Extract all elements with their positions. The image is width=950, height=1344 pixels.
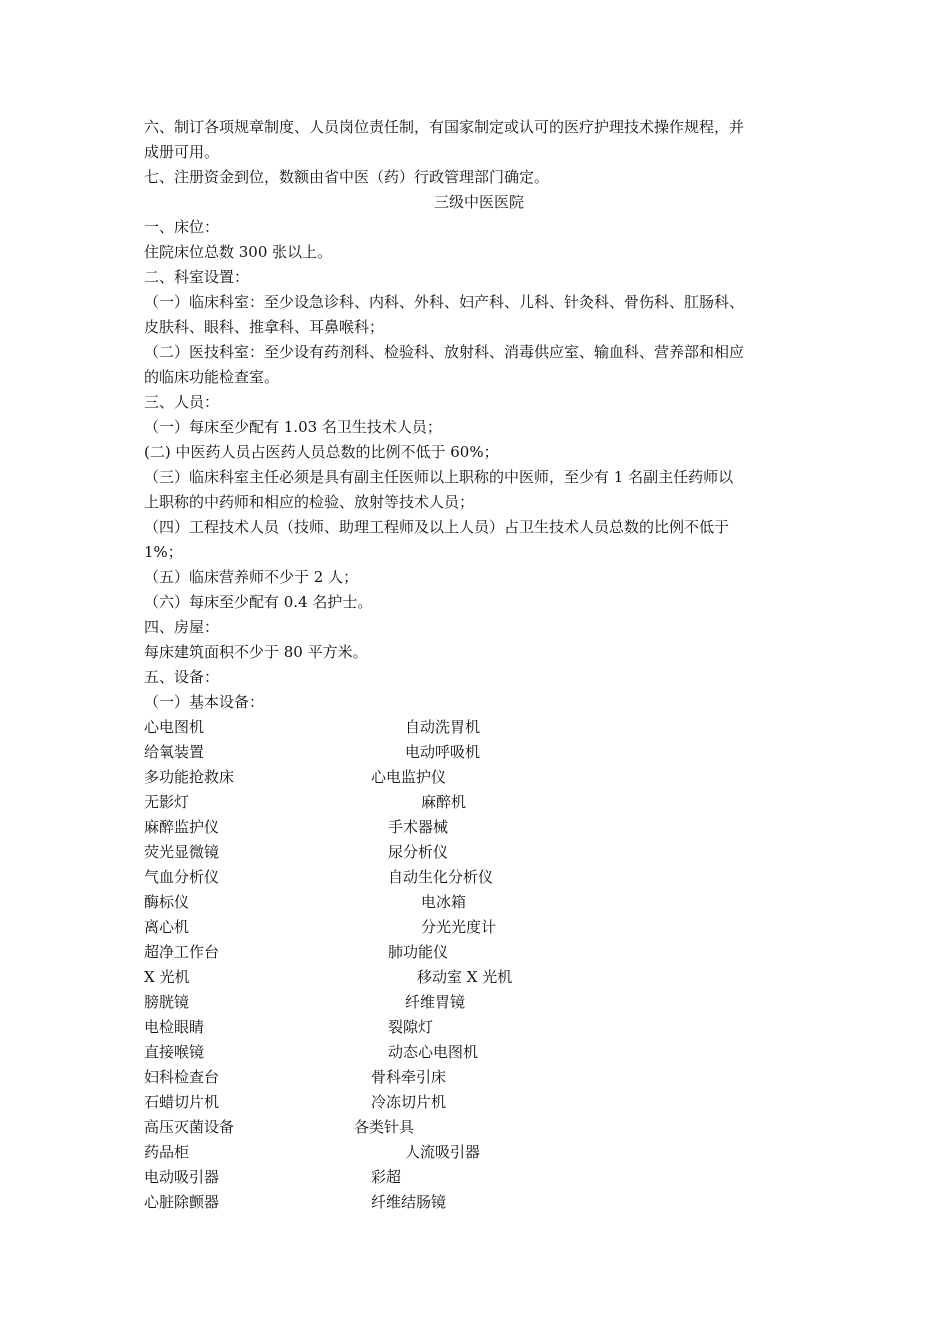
equipment-row	[144, 1140, 814, 1165]
text-line: 四、房屋：	[144, 618, 220, 636]
section-title: 三级中医医院	[433, 193, 524, 211]
equipment-row	[144, 965, 814, 990]
text-line: 五、设备：	[144, 668, 220, 686]
equipment-left: 酶标仪	[144, 893, 190, 911]
equipment-right: 肺功能仪	[388, 943, 449, 961]
equipment-row	[144, 1040, 814, 1065]
equipment-right: 移动室 X 光机	[417, 968, 513, 986]
equipment-row	[144, 865, 814, 890]
equipment-right: 自动生化分析仪	[388, 868, 494, 886]
text-line: （三）临床科室主任必须是具有副主任医师以上职称的中医师，至少有 1 名副主任药师以	[144, 468, 734, 486]
text-line: （一）临床科室：至少设急诊科、内科、外科、妇产科、儿科、针灸科、骨伤科、肛肠科、	[144, 293, 745, 311]
equipment-right: 彩超	[371, 1168, 402, 1186]
text-line: 三、人员：	[144, 393, 220, 411]
text-line: 住院床位总数 300 张以上。	[144, 243, 333, 261]
equipment-left: 心电图机	[144, 718, 205, 736]
equipment-row	[144, 1065, 814, 1090]
equipment-right: 分光光度计	[421, 918, 497, 936]
equipment-right: 手术器械	[388, 818, 449, 836]
equipment-row	[144, 840, 814, 865]
equipment-left: 心脏除颤器	[144, 1193, 220, 1211]
equipment-row	[144, 765, 814, 790]
equipment-row	[144, 940, 814, 965]
equipment-row	[144, 915, 814, 940]
equipment-right: 自动洗胃机	[405, 718, 481, 736]
equipment-left: 高压灭菌设备	[144, 1118, 235, 1136]
equipment-left: 气血分析仪	[144, 868, 220, 886]
equipment-left: 麻醉监护仪	[144, 818, 220, 836]
equipment-left: 无影灯	[144, 793, 190, 811]
equipment-right: 纤维结肠镜	[371, 1193, 447, 1211]
equipment-row	[144, 1190, 814, 1215]
text-line: 七、注册资金到位，数额由省中医（药）行政管理部门确定。	[144, 168, 550, 186]
text-line: （二）医技科室：至少设有药剂科、检验科、放射科、消毒供应室、输血科、营养部和相应	[144, 343, 745, 361]
text-line: （一）每床至少配有 1.03 名卫生技术人员；	[144, 418, 442, 436]
text-line: 一、床位：	[144, 218, 220, 236]
equipment-right: 骨科牵引床	[371, 1068, 447, 1086]
text-line: （六）每床至少配有 0.4 名护士。	[144, 593, 373, 611]
equipment-row	[144, 1090, 814, 1115]
equipment-left: 荧光显微镜	[144, 843, 220, 861]
equipment-right: 裂隙灯	[388, 1018, 434, 1036]
text-line: （四）工程技术人员（技师、助理工程师及以上人员）占卫生技术人员总数的比例不低于	[144, 518, 730, 536]
text-line: 1%；	[144, 543, 183, 561]
equipment-left: 妇科检查台	[144, 1068, 220, 1086]
equipment-left: 石蜡切片机	[144, 1093, 220, 1111]
equipment-right: 动态心电图机	[388, 1043, 479, 1061]
equipment-left: 给氧装置	[144, 743, 205, 761]
equipment-right: 尿分析仪	[388, 843, 449, 861]
equipment-left: 直接喉镜	[144, 1043, 205, 1061]
equipment-row	[144, 990, 814, 1015]
equipment-right: 电动呼吸机	[405, 743, 481, 761]
equipment-left: X 光机	[144, 968, 190, 986]
text-line: （五）临床营养师不少于 2 人；	[144, 568, 359, 586]
equipment-row	[144, 715, 814, 740]
equipment-row	[144, 815, 814, 840]
equipment-row	[144, 790, 814, 815]
equipment-left: 膀胱镜	[144, 993, 190, 1011]
equipment-row	[144, 1015, 814, 1040]
equipment-list	[144, 715, 814, 1215]
equipment-right: 心电监护仪	[371, 768, 447, 786]
text-line: 的临床功能检查室。	[144, 368, 280, 386]
equipment-left: 电检眼睛	[144, 1018, 205, 1036]
equipment-right: 纤维胃镜	[405, 993, 466, 1011]
text-line: 上职称的中药师和相应的检验、放射等技术人员；	[144, 493, 475, 511]
equipment-right: 各类针具	[354, 1118, 415, 1136]
equipment-right: 人流吸引器	[405, 1143, 481, 1161]
equipment-right: 电冰箱	[421, 893, 467, 911]
equipment-row	[144, 890, 814, 915]
text-line: 六、制订各项规章制度、人员岗位责任制，有国家制定或认可的医疗护理技术操作规程，并	[144, 118, 745, 136]
text-line: 每床建筑面积不少于 80 平方米。	[144, 643, 368, 661]
equipment-row	[144, 740, 814, 765]
text-line: 皮肤科、眼科、推拿科、耳鼻喉科；	[144, 318, 385, 336]
equipment-left: 电动吸引器	[144, 1168, 220, 1186]
text-line: 二、科室设置：	[144, 268, 250, 286]
equipment-row	[144, 1165, 814, 1190]
document-page	[144, 115, 814, 1215]
equipment-left: 多功能抢救床	[144, 768, 235, 786]
equipment-right: 麻醉机	[421, 793, 467, 811]
text-line: 成册可用。	[144, 143, 220, 161]
equipment-row	[144, 1115, 814, 1140]
equipment-right: 冷冻切片机	[371, 1093, 447, 1111]
equipment-left: 离心机	[144, 918, 190, 936]
text-line: （一）基本设备：	[144, 693, 265, 711]
equipment-left: 药品柜	[144, 1143, 190, 1161]
equipment-left: 超净工作台	[144, 943, 220, 961]
text-line: (二) 中医药人员占医药人员总数的比例不低于 60%；	[144, 443, 499, 461]
